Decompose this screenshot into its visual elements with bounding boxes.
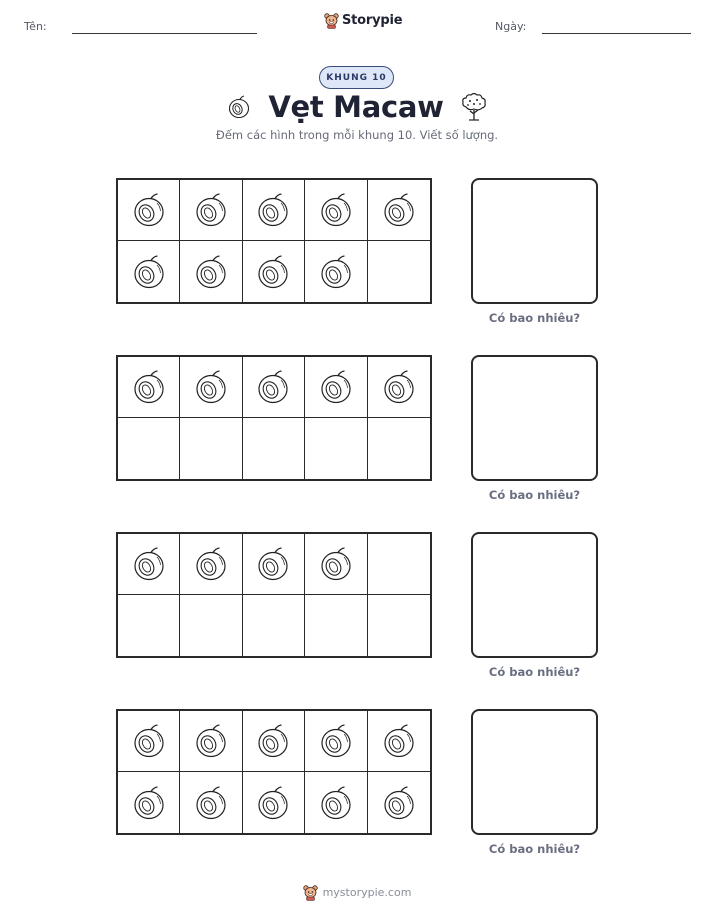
- fruit-icon: [192, 368, 230, 406]
- frame-cell: [180, 711, 242, 772]
- frame-cell: [368, 595, 430, 656]
- frame-cell: [368, 241, 430, 302]
- frame-cell: [368, 418, 430, 479]
- frame-cell: [368, 357, 430, 418]
- fruit-icon: [254, 784, 292, 822]
- fruit-icon: [380, 722, 418, 760]
- fruit-icon: [130, 191, 168, 229]
- fruit-icon: [254, 191, 292, 229]
- fruit-icon: [130, 368, 168, 406]
- fruit-icon: [317, 545, 355, 583]
- frame-cell: [305, 418, 367, 479]
- fruit-icon: [380, 191, 418, 229]
- fruit-icon: [192, 722, 230, 760]
- logo: [324, 12, 402, 29]
- answer-box-2[interactable]: [471, 355, 598, 481]
- name-label: Tên:: [24, 20, 47, 33]
- frame-cell: [243, 180, 305, 241]
- frame-cell: [180, 595, 242, 656]
- frame-cell: [180, 357, 242, 418]
- frame-cell: [305, 595, 367, 656]
- frame-cell: [118, 772, 180, 833]
- frame-cell: [305, 180, 367, 241]
- ten-frame-4: [116, 709, 432, 835]
- fruit-icon: [317, 722, 355, 760]
- fruit-icon: [380, 368, 418, 406]
- fruit-icon: [192, 253, 230, 291]
- question-label-4: Có bao nhiêu?: [488, 842, 581, 856]
- ten-frame-3: [116, 532, 432, 658]
- fruit-icon: [130, 722, 168, 760]
- frame-cell: [180, 534, 242, 595]
- footer-url[interactable]: mystorypie.com: [322, 886, 412, 899]
- ten-frame-1: [116, 178, 432, 304]
- answer-box-3[interactable]: [471, 532, 598, 658]
- frame-cell: [180, 772, 242, 833]
- frame-cell: [118, 418, 180, 479]
- frame-cell: [180, 418, 242, 479]
- frame-cell: [243, 357, 305, 418]
- frame-cell: [243, 534, 305, 595]
- frame-cell: [243, 711, 305, 772]
- bear-mascot-icon: [324, 12, 339, 29]
- fruit-icon: [226, 94, 252, 120]
- date-line[interactable]: [542, 33, 691, 34]
- answer-box-4[interactable]: [471, 709, 598, 835]
- fruit-icon: [317, 253, 355, 291]
- fruit-icon: [130, 545, 168, 583]
- fruit-icon: [317, 784, 355, 822]
- frame-cell: [243, 772, 305, 833]
- frame-cell: [118, 711, 180, 772]
- fruit-icon: [192, 545, 230, 583]
- title-row: [0, 90, 714, 124]
- fruit-icon: [192, 191, 230, 229]
- frame-cell: [118, 241, 180, 302]
- fruit-icon: [254, 545, 292, 583]
- worksheet-badge: KHUNG 10: [319, 66, 394, 89]
- instructions: Đếm các hình trong mỗi khung 10. Viết số lượng.: [215, 128, 499, 142]
- fruit-icon: [130, 784, 168, 822]
- frame-cell: [118, 534, 180, 595]
- frame-cell: [118, 180, 180, 241]
- fruit-icon: [317, 368, 355, 406]
- frame-cell: [368, 711, 430, 772]
- frame-cell: [305, 357, 367, 418]
- frame-cell: [305, 534, 367, 595]
- fruit-icon: [254, 722, 292, 760]
- bear-mascot-icon: [303, 884, 318, 901]
- answer-box-1[interactable]: [471, 178, 598, 304]
- frame-cell: [243, 595, 305, 656]
- question-label-2: Có bao nhiêu?: [488, 488, 581, 502]
- frame-cell: [243, 241, 305, 302]
- question-label-1: Có bao nhiêu?: [488, 311, 581, 325]
- date-label: Ngày:: [495, 20, 527, 33]
- fruit-icon: [192, 784, 230, 822]
- frame-cell: [180, 241, 242, 302]
- question-label-3: Có bao nhiêu?: [488, 665, 581, 679]
- fruit-icon: [254, 368, 292, 406]
- frame-cell: [305, 241, 367, 302]
- logo-text: Storypie: [342, 13, 403, 28]
- frame-cell: [118, 595, 180, 656]
- tree-icon: [460, 92, 488, 122]
- frame-cell: [305, 772, 367, 833]
- frame-cell: [180, 180, 242, 241]
- frame-cell: [368, 180, 430, 241]
- fruit-icon: [254, 253, 292, 291]
- fruit-icon: [317, 191, 355, 229]
- name-line[interactable]: [72, 33, 257, 34]
- ten-frame-2: [116, 355, 432, 481]
- frame-cell: [368, 534, 430, 595]
- footer: [0, 884, 714, 901]
- frame-cell: [305, 711, 367, 772]
- frame-cell: [368, 772, 430, 833]
- frame-cell: [118, 357, 180, 418]
- frame-cell: [243, 418, 305, 479]
- page-title: Vẹt Macaw: [268, 90, 444, 124]
- fruit-icon: [130, 253, 168, 291]
- fruit-icon: [380, 784, 418, 822]
